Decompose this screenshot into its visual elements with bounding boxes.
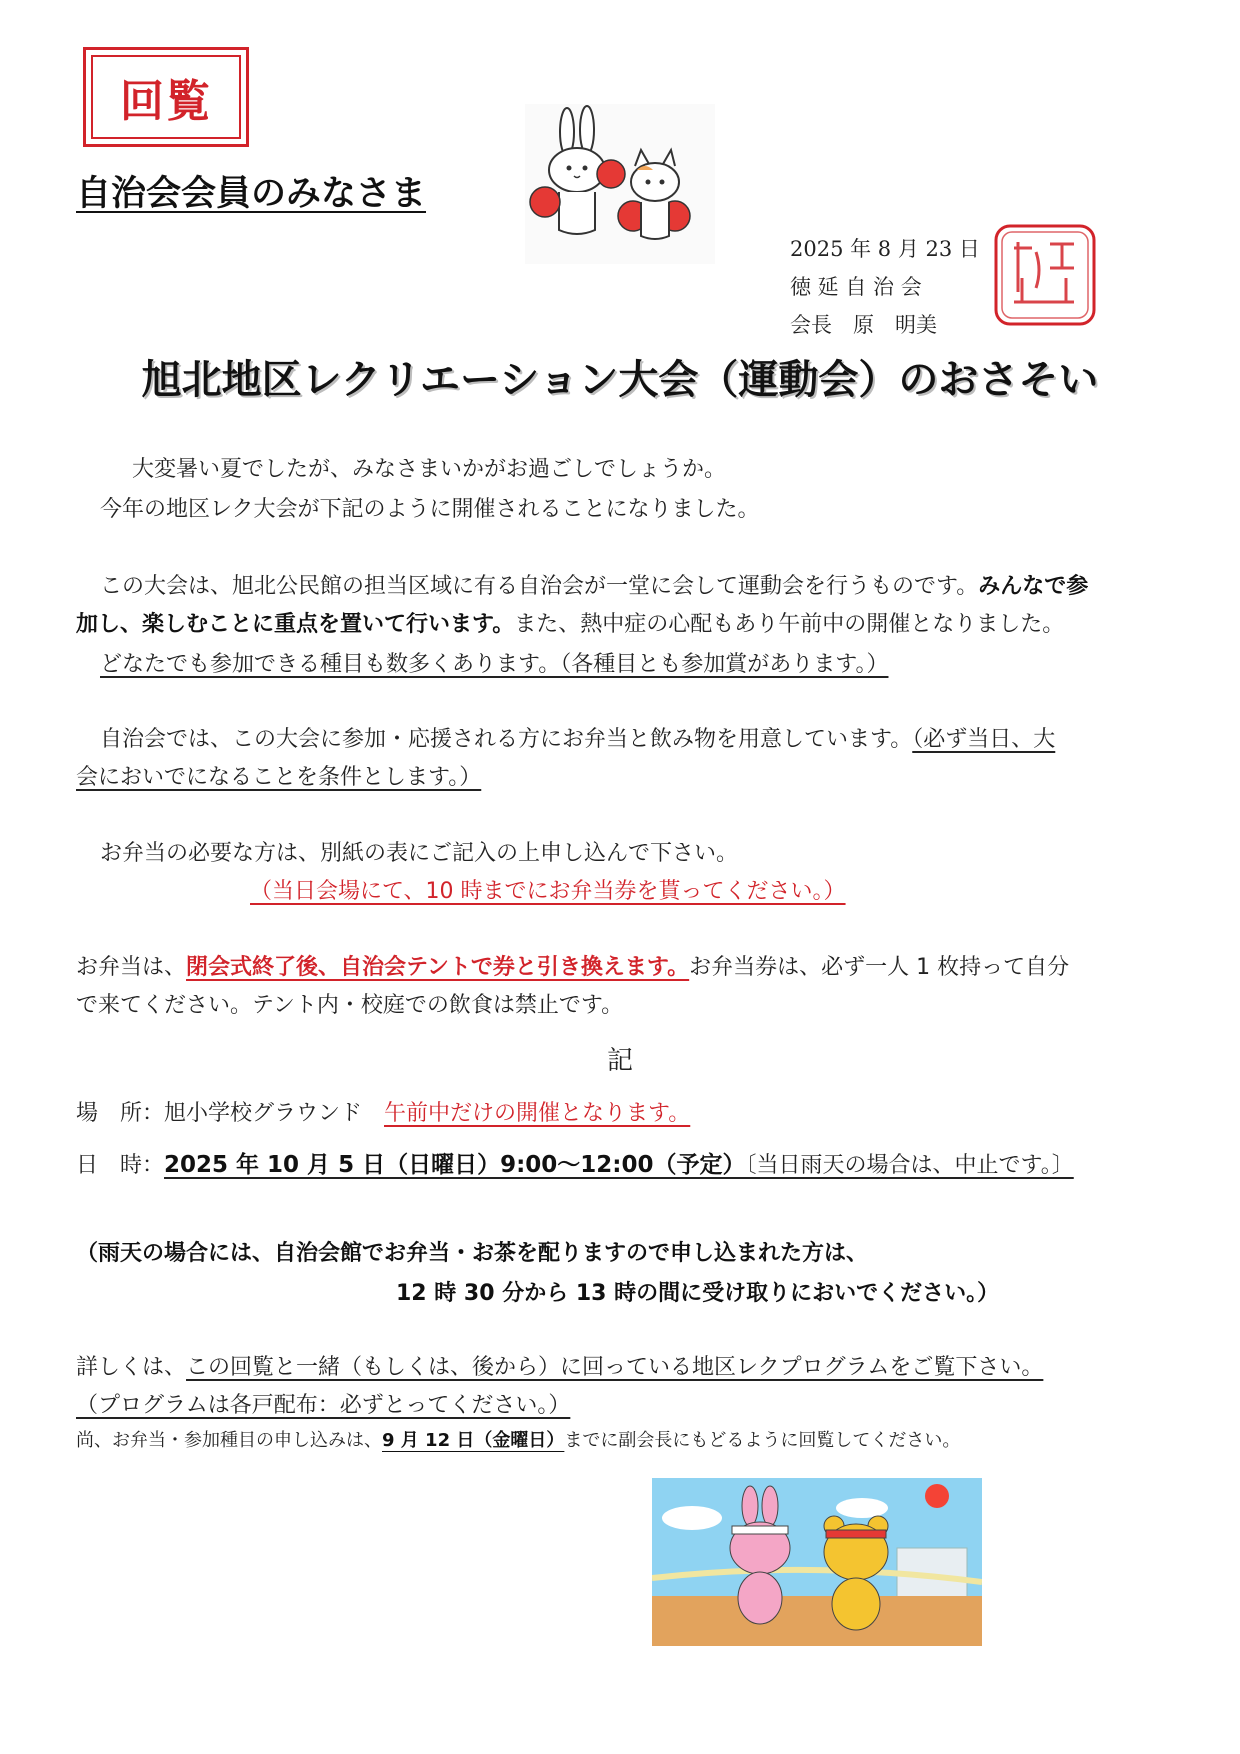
event-place-note: 午前中だけの開催となります。: [384, 1101, 691, 1126]
lunch-provision-line-1: [100, 722, 1055, 753]
lunch-exchange-line-1: [76, 950, 1069, 981]
greeting-line-2: 今年の地区レク大会が下記のように開催されることになりました。: [100, 497, 760, 522]
rain-notice-line-1: （雨天の場合には、自治会館でお弁当・お茶を配りますので申し込まれた方は、: [76, 1241, 869, 1266]
lunch-exchange-line-2: で来てください。テント内・校庭での飲食は禁止です。: [76, 993, 624, 1018]
circulation-stamp-label: 回覧: [120, 76, 212, 127]
deadline-text-a: 尚、お弁当・参加種目の申し込みは、: [76, 1430, 382, 1451]
program-reference-text-a: 詳しくは、: [76, 1355, 187, 1380]
event-datetime-underlined: [164, 1153, 1074, 1178]
event-description-line-2: [76, 607, 1064, 638]
event-description-text-2: また、熱中症の心配もあり午前中の開催となりました。: [514, 612, 1065, 637]
deadline-line: [76, 1426, 960, 1452]
bunny-cat-cheerleaders-illustration: [525, 104, 715, 264]
addressee: 自治会会員のみなさま: [76, 174, 427, 214]
event-description-text: この大会は、旭北公民館の担当区域に有る自治会が一堂に会して運動会を行うものです。: [100, 574, 979, 599]
lunch-exchange-text-c: お弁当券は、必ず一人 1 枚持って自分: [689, 955, 1070, 980]
rain-notice-line-2: 12 時 30 分から 13 時の間に受け取りにおいでください。）: [396, 1281, 1000, 1306]
event-rain-cancel-note: 〔当日雨天の場合は、中止です。〕: [745, 1153, 1074, 1178]
event-description-line-1: [100, 569, 1088, 600]
event-datetime-label: 日 時：: [76, 1153, 165, 1178]
program-distribution-line: （プログラムは各戸配布：必ずとってください。）: [76, 1393, 571, 1418]
event-description-emphasis: みんなで参: [978, 574, 1089, 599]
sender-organization: 徳 延 自 治 会: [790, 275, 922, 299]
lunch-application-line-1: お弁当の必要な方は、別紙の表にご記入の上申し込んで下さい。: [100, 841, 739, 866]
program-reference-text-b: この回覧と一緒（もしくは、後から）に回っている地区レクプログラムをご覧下さい。: [186, 1355, 1044, 1380]
bunny-bear-finish-line-illustration: [652, 1478, 982, 1646]
program-reference-line: [76, 1350, 1043, 1381]
deadline-text-c: までに副会長にもどるように回覧してください。: [564, 1430, 961, 1451]
issue-date: 2025 年 8 月 23 日: [790, 237, 980, 261]
event-place: [76, 1096, 690, 1127]
greeting-line-1: 大変暑い夏でしたが、みなさまいかがお過ごしでしょうか。: [132, 457, 727, 482]
lunch-provision-line-2: 会においでになることを条件とします。）: [76, 765, 482, 790]
event-description-line-3: どなたでも参加できる種目も数多くあります。（各種目とも参加賞があります。）: [100, 652, 889, 677]
event-datetime-value: 2025 年 10 月 5 日（日曜日）9:00～12:00（予定）: [164, 1152, 746, 1178]
sender-block: [790, 230, 980, 344]
sender-chair: 会長 原 明美: [790, 313, 937, 337]
deadline-date: 9 月 12 日（金曜日）: [382, 1430, 565, 1451]
lunch-exchange-emphasis: 閉会式終了後、自治会テントで券と引き換えます。: [186, 955, 690, 980]
event-datetime: [76, 1146, 1074, 1179]
page-title: 旭北地区レクリエーション大会（運動会）のおさそい: [141, 357, 1099, 403]
lunch-application-line-2: （当日会場にて、10 時までにお弁当券を貰ってください。）: [250, 879, 846, 904]
lunch-provision-condition: （必ず当日、大: [912, 727, 1056, 752]
lunch-exchange-text-a: お弁当は、: [76, 955, 187, 980]
notice-heading: 記: [606, 1046, 633, 1076]
event-description-emphasis-2: 加し、楽しむことに重点を置いて行います。: [76, 612, 515, 637]
lunch-provision-text: 自治会では、この大会に参加・応援される方にお弁当と飲み物を用意しています。: [100, 727, 913, 752]
organization-seal: [992, 222, 1098, 328]
event-place-label: 場 所：旭小学校グラウンド: [76, 1101, 363, 1126]
circulation-stamp: [83, 47, 249, 147]
